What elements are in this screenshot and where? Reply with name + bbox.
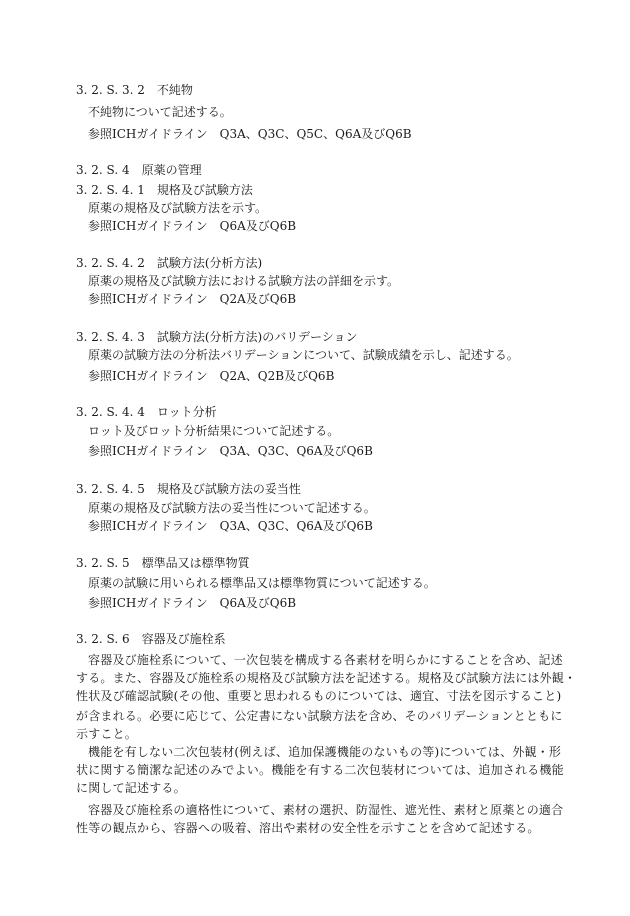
paragraph-line: 状に関する簡潔な記述のみでよい。機能を有する二次包装材については、追加される機能 [76, 763, 564, 777]
heading-3-2-s-4: 3. 2. S. 4 原薬の管理 [76, 163, 202, 177]
ich-reference: 参照ICHガイドライン Q2A、Q2B及びQ6B [88, 369, 335, 383]
body-text: ロット及びロット分析結果について記述する。 [88, 424, 340, 438]
ich-reference: 参照ICHガイドライン Q2A及びQ6B [88, 292, 297, 306]
paragraph-line: 容器及び施栓系について、一次包装を構成する各素材を明らかにすることを含め、記述 [88, 653, 563, 667]
paragraph-line: 機能を有しない二次包装材(例えば、追加保護機能のないもの等)については、外観・形 [88, 745, 562, 759]
heading-3-2-s-3-2: 3. 2. S. 3. 2 不純物 [76, 83, 193, 97]
paragraph-line: 容器及び施栓系の適格性について、素材の選択、防湿性、遮光性、素材と原薬との適合 [88, 803, 564, 817]
paragraph-line: 性状及び確認試験(その他、重要と思われるものについては、適宜、寸法を図示すること) [76, 689, 562, 703]
body-text: 原薬の試験に用いられる標準品又は標準物質について記述する。 [88, 576, 436, 590]
body-text: 原薬の規格及び試験方法を示す。 [88, 201, 268, 215]
heading-3-2-s-6: 3. 2. S. 6 容器及び施栓系 [76, 632, 226, 646]
heading-3-2-s-5: 3. 2. S. 5 標準品又は標準物質 [76, 556, 250, 570]
ich-reference: 参照ICHガイドライン Q3A、Q3C、Q6A及びQ6B [88, 519, 373, 533]
heading-3-2-s-4-4: 3. 2. S. 4. 4 ロット分析 [76, 405, 217, 419]
heading-3-2-s-4-3: 3. 2. S. 4. 3 試験方法(分析方法)のバリデーション [76, 330, 358, 344]
body-text: 原薬の規格及び試験方法における試験方法の詳細を示す。 [88, 274, 400, 288]
heading-3-2-s-4-2: 3. 2. S. 4. 2 試験方法(分析方法) [76, 256, 263, 270]
ich-reference: 参照ICHガイドライン Q6A及びQ6B [88, 596, 297, 610]
paragraph-line: する。また、容器及び施栓系の規格及び試験方法を記述する。規格及び試験方法には外観・ [76, 671, 577, 685]
body-text: 原薬の試験方法の分析法バリデーションについて、試験成績を示し、記述する。 [88, 348, 519, 362]
ich-reference: 参照ICHガイドライン Q6A及びQ6B [88, 219, 297, 233]
ich-reference: 参照ICHガイドライン Q3A、Q3C、Q6A及びQ6B [88, 444, 373, 458]
paragraph-line: 性等の観点から、容器への吸着、溶出や素材の安全性を示すことを含めて記述する。 [76, 821, 540, 835]
paragraph-line: に関して記述する。 [76, 781, 186, 795]
ich-reference: 参照ICHガイドライン Q3A、Q3C、Q5C、Q6A及びQ6B [88, 127, 412, 141]
body-text: 原薬の規格及び試験方法の妥当性について記述する。 [88, 501, 376, 515]
heading-3-2-s-4-5: 3. 2. S. 4. 5 規格及び試験方法の妥当性 [76, 482, 301, 496]
paragraph-line: が含まれる。必要に応じて、公定書にない試験方法を含め、そのバリデーションとともに [76, 709, 563, 723]
heading-3-2-s-4-1: 3. 2. S. 4. 1 規格及び試験方法 [76, 183, 253, 197]
paragraph-line: 示すこと。 [76, 727, 138, 741]
body-text: 不純物について記述する。 [88, 105, 232, 119]
